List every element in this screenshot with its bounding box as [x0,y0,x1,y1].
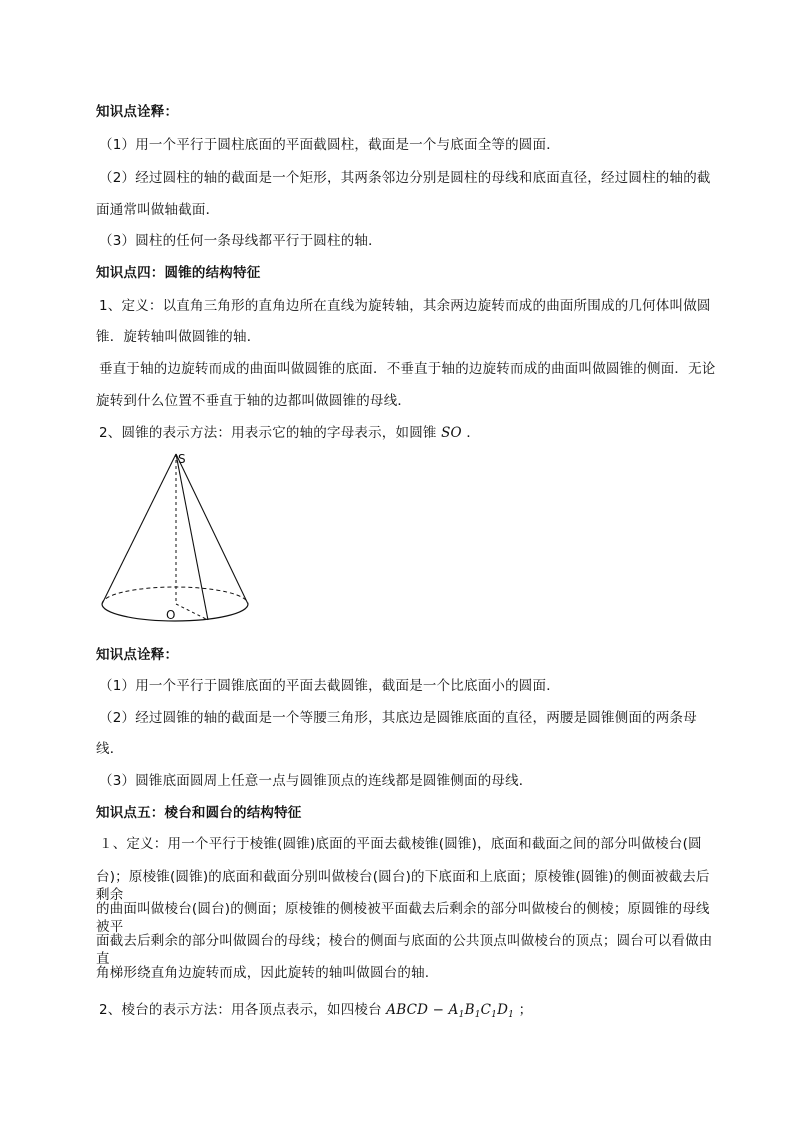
paragraph-line: 面截去后剩余的部分叫做圆台的母线；棱台的侧面与底面的公共顶点叫做棱台的顶点；圆台可以看做由直 [96,933,713,967]
cone-generatrix [176,454,208,620]
cone-base-back [102,587,248,604]
note-line: （3）圆锥底面圆周上任意一点与圆锥顶点的连线都是圆锥侧面的母线． [99,773,533,789]
section-heading-frustum: 知识点五：棱台和圆台的结构特征 [96,805,302,821]
cone-figure [96,448,256,628]
notes-heading-cone: 知识点诠释： [96,647,179,663]
subscript: 1 [491,1010,498,1020]
notation-text: 2、棱台的表示方法：用各顶点表示，如四棱台 [99,1002,382,1018]
note-line: （1）用一个平行于圆柱底面的平面截圆柱，截面是一个与底面全等的圆面． [99,137,560,153]
cone-left-generatrix [102,454,176,604]
notation-letter: D [497,1002,509,1018]
notation-letter: B [464,1002,475,1018]
note-line: 线． [96,741,124,757]
note-line: （1）用一个平行于圆锥底面的平面去截圆锥，截面是一个比底面小的圆面． [99,678,560,694]
paragraph-line: 旋转到什么位置不垂直于轴的边都叫做圆锥的母线． [96,393,412,409]
cone-notation-line [99,424,719,442]
frustum-notation-line [99,1001,719,1024]
paragraph-line: 锥．旋转轴叫做圆锥的轴． [96,329,261,345]
paragraph-line: 1、定义：以直角三角形的直角边所在直线为旋转轴，其余两边旋转而成的曲面所围成的几何体叫做圆 [99,298,711,314]
notation-letter: C [480,1002,492,1018]
cone-right-generatrix [176,454,248,604]
note-line: 面通常叫做轴截面． [96,202,220,218]
notation-math-main: ABCD − A [386,1002,459,1018]
notation-text: 2、圆锥的表示方法：用表示它的轴的字母表示，如圆锥 [99,425,437,441]
paragraph-line: 角梯形绕直角边旋转而成，因此旋转的轴叫做圆台的轴. [96,965,430,981]
subscript: 1 [508,1010,515,1020]
apex-label: S [178,452,186,466]
notation-math [386,1002,514,1018]
paragraph-line: 的曲面叫做棱台(圆台)的侧面；原棱锥的侧棱被平面截去后剩余的部分叫做棱台的侧棱；原圆锥的母线被平 [96,901,710,935]
subscript: 1 [474,1010,481,1020]
paragraph-line: １、定义：用一个平行于棱锥(圆锥)底面的平面去截棱锥(圆锥)，底面和截面之间的部分叫做棱台(圆 [99,836,702,852]
note-line: （3）圆柱的任何一条母线都平行于圆柱的轴． [99,233,382,249]
notation-math: SO [441,425,462,441]
note-line: （2）经过圆柱的轴的截面是一个矩形，其两条邻边分别是圆柱的母线和底面直径，经过圆柱的轴的截 [99,170,711,186]
note-line: （2）经过圆锥的轴的截面是一个等腰三角形，其底边是圆锥底面的直径，两腰是圆锥侧面的两条母 [99,710,697,726]
notation-suffix: ． [466,425,481,441]
section-heading-cone: 知识点四：圆锥的结构特征 [96,265,261,281]
subscript: 1 [458,1010,465,1020]
notes-heading-cylinder: 知识点诠释： [96,104,179,120]
notation-suffix: ； [518,1002,533,1018]
cone-radius [176,604,208,620]
paragraph-line: 台)；原棱锥(圆锥)的底面和截面分别叫做棱台(圆台)的下底面和上底面；原棱锥(圆锥)的侧面被截去后剩余 [96,869,710,903]
paragraph-line: 垂直于轴的边旋转而成的曲面叫做圆锥的底面．不垂直于轴的边旋转而成的曲面叫做圆锥的侧面．无论 [99,361,716,377]
center-label: O [166,608,176,622]
